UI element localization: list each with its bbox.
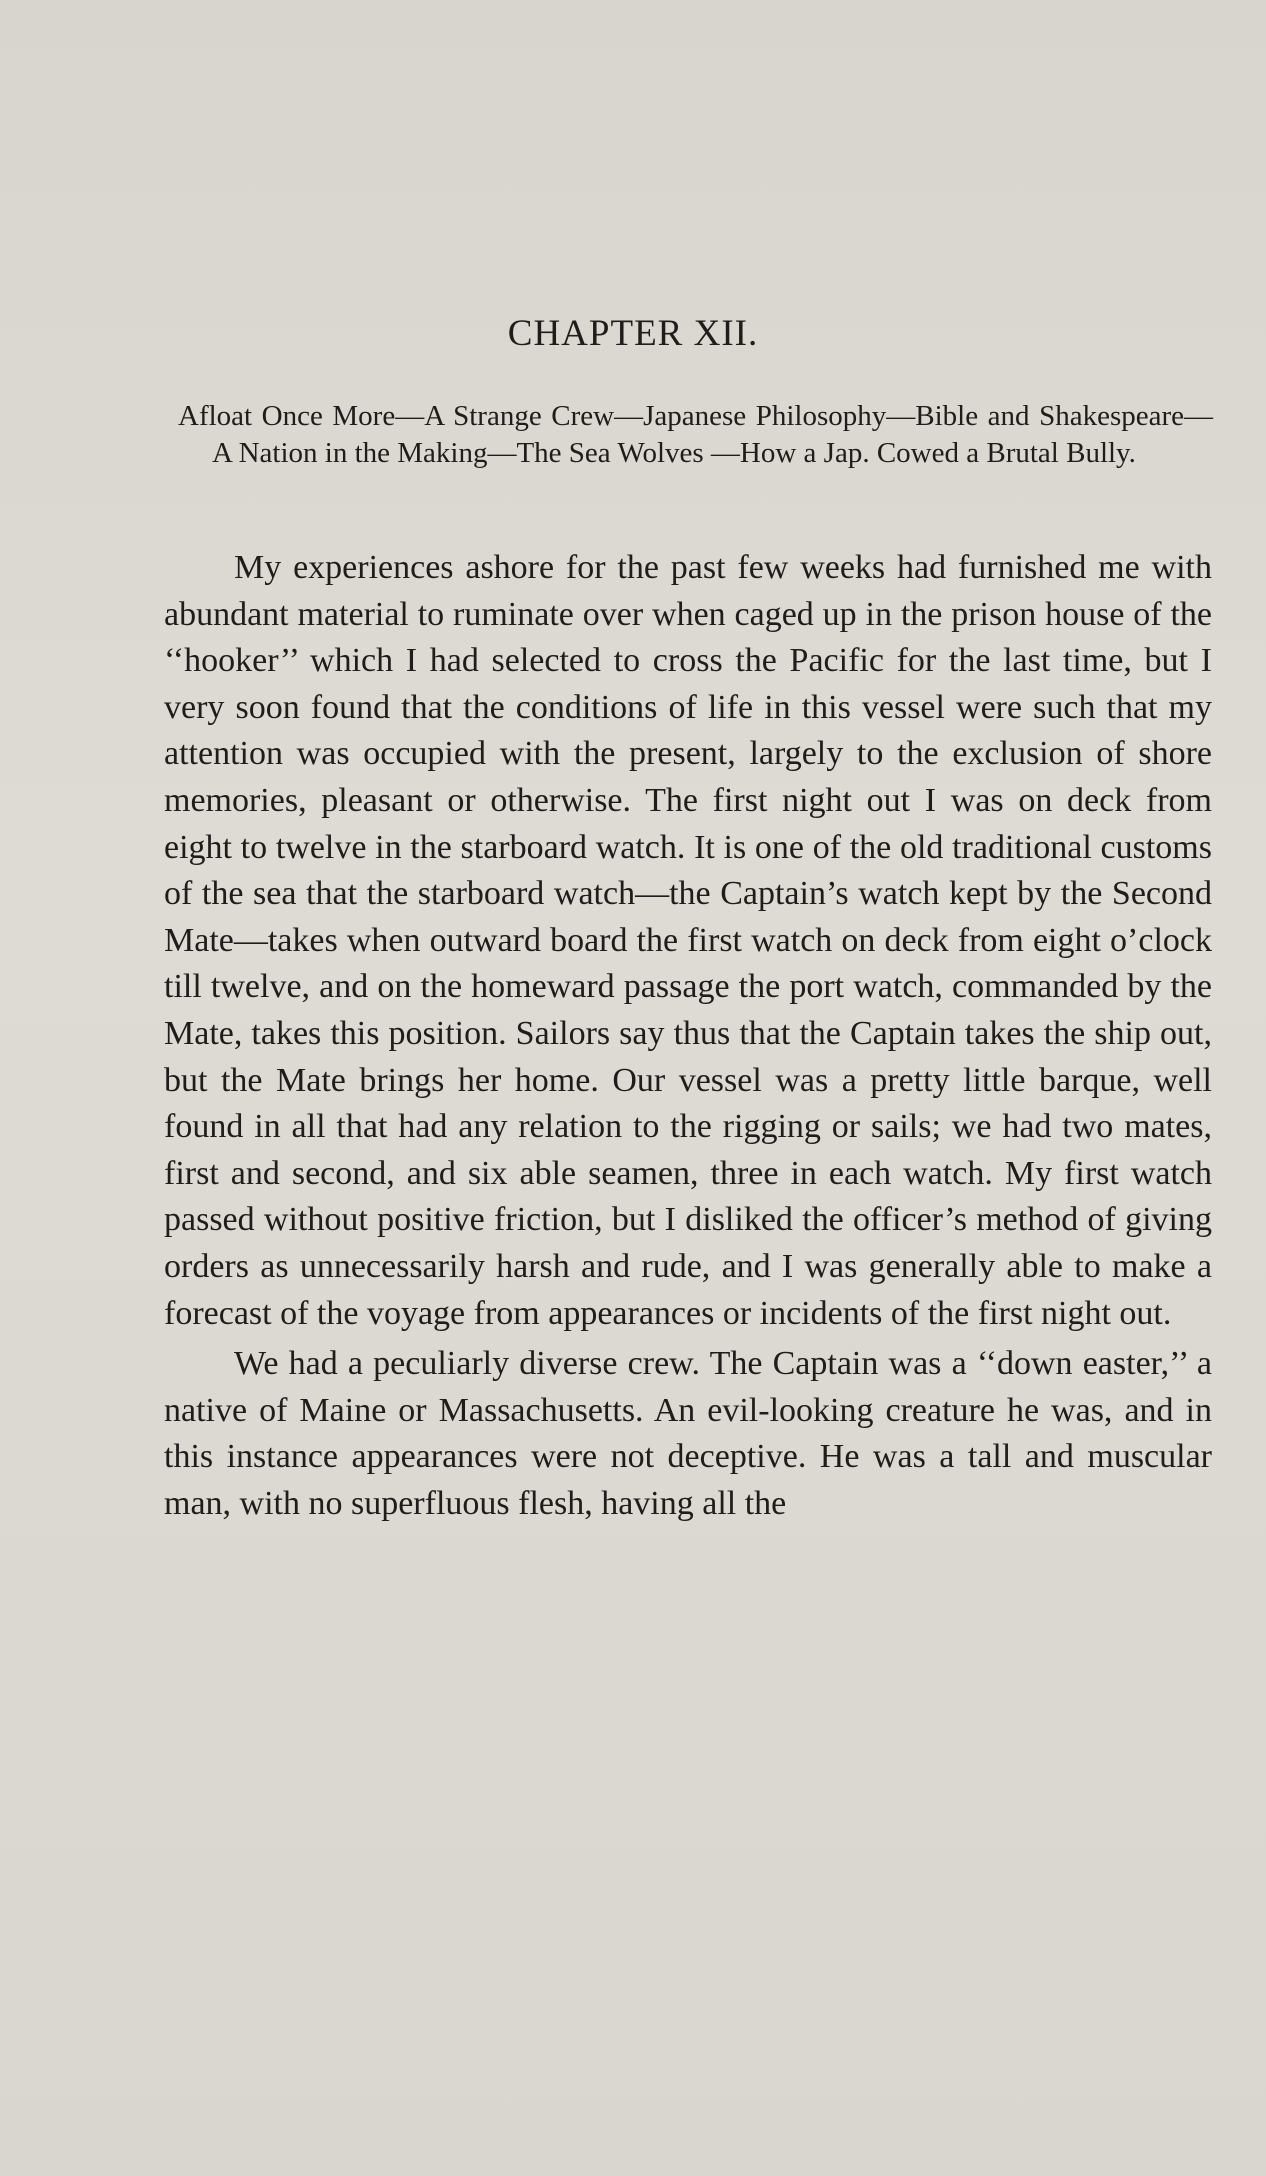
body-text bbox=[164, 545, 1212, 1531]
paragraph: We had a peculiarly diverse crew. The Captain was a ‘‘down easter,’’ a native of Maine or Massachusetts. An evil-looking creature he was, and in this instance appearances were not deceptive. He was a tall and muscular man, with no superfluous flesh, having all the bbox=[164, 1345, 1212, 1522]
paragraph: My experiences ashore for the past few weeks had furnished me with abundant material to ruminate over when caged up in the prison house of the ‘‘hooker’’ which I had selected to cross the Pacific for the last time, but I very soon found that the conditions of life in this vessel were such that my attention was occupied with the present, largely to the exclusion of shore memories, pleasant or otherwise. The first night out I was on deck from eight to twelve in the starboard watch. It is one of the old traditional customs of the sea that the starboard watch—the Captain’s watch kept by the Second Mate—takes when outward board the first watch on deck from eight o’clock till twelve, and on the homeward passage the port watch, commanded by the Mate, takes this position. Sailors say thus that the Captain takes the ship out, but the Mate brings her home. Our vessel was a pretty little barque, well found in all that had any relation to the rigging or sails; we had two mates, first and second, and six able seamen, three in each watch. My first watch passed without positive friction, but I disliked the officer’s method of giving orders as unnecessarily harsh and rude, and I was generally able to make a forecast of the voyage from appearances or incidents of the first night out. bbox=[164, 549, 1212, 1332]
chapter-synopsis: Afloat Once More—A Strange Crew—Japanese Philosophy—Bible and Shakespeare—A Nation in the Making—The Sea Wolves —How a Jap. Cowed a Brutal Bully. bbox=[178, 400, 1213, 469]
chapter-title: CHAPTER XII. bbox=[507, 313, 759, 354]
